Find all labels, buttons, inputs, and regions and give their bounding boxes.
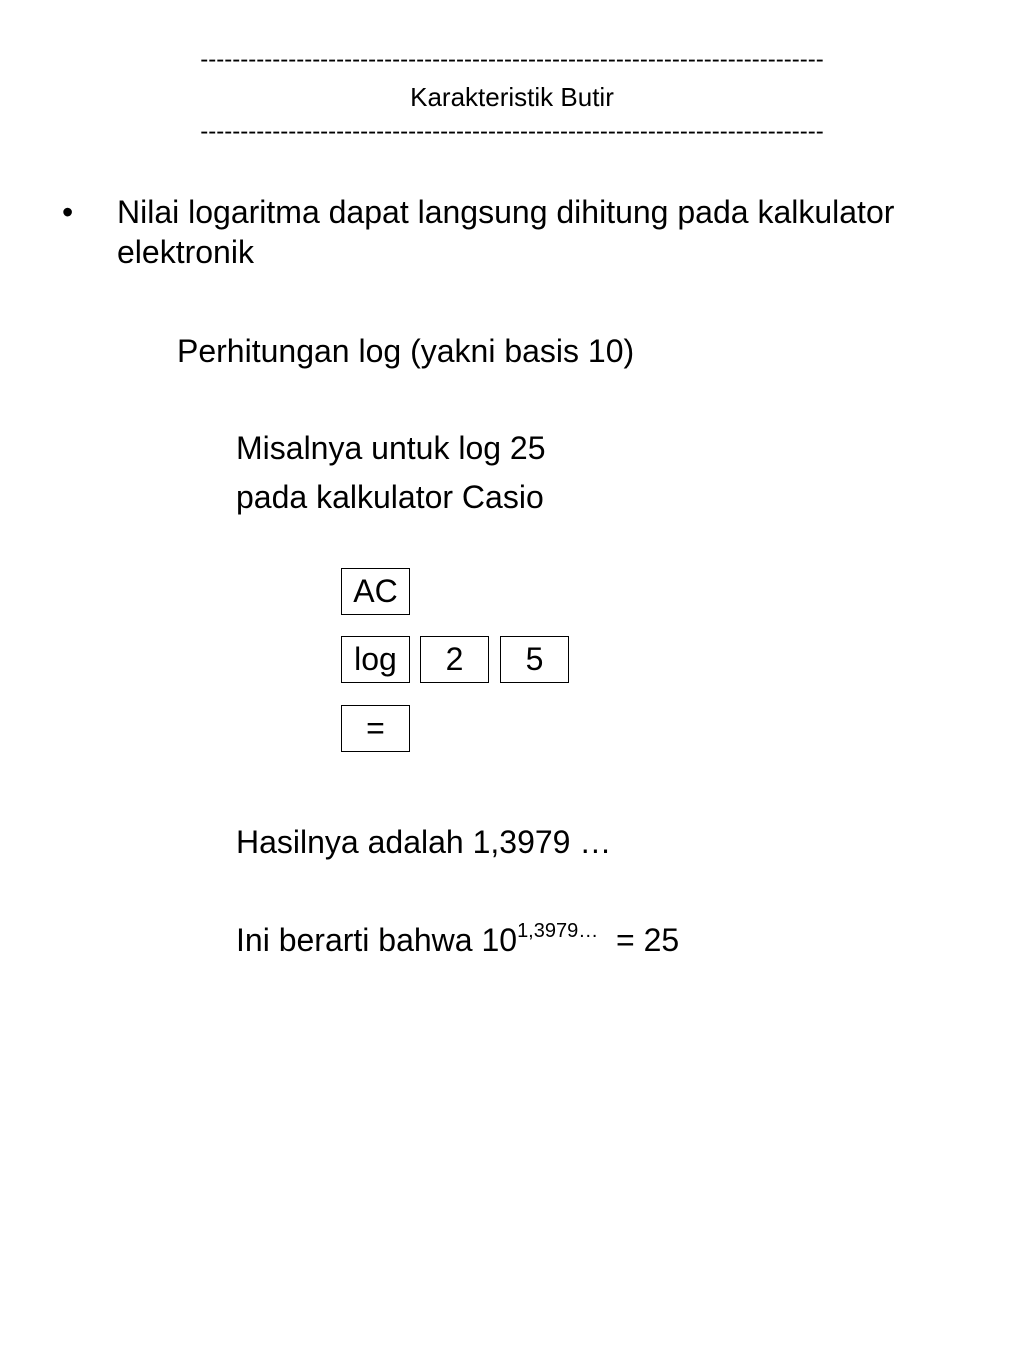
page-title: Karakteristik Butir	[410, 82, 614, 112]
header-top-divider: ------------------------------------------------------------------------------	[200, 46, 824, 73]
digit-5-key: 5	[500, 636, 569, 683]
bullet-text: Nilai logaritma dapat langsung dihitung pada kalkulator elektronik	[117, 194, 895, 270]
result-line: Hasilnya adalah 1,3979 …	[236, 824, 612, 860]
example-line: Misalnya untuk log 25	[236, 430, 546, 466]
meaning-line	[236, 920, 679, 965]
ac-key: AC	[341, 568, 410, 615]
meaning-exponent: 1,3979…	[517, 920, 599, 942]
digit-2-key: 2	[420, 636, 489, 683]
calculator-line: pada kalkulator Casio	[236, 479, 544, 515]
header-bottom-divider: ------------------------------------------------------------------------------	[200, 118, 824, 145]
bullet-symbol: •	[62, 194, 74, 230]
log-key: log	[341, 636, 410, 683]
meaning-prefix: Ini berarti bahwa 10	[236, 922, 518, 958]
calculation-heading: Perhitungan log (yakni basis 10)	[177, 333, 635, 369]
equals-key: =	[341, 705, 410, 752]
meaning-suffix: = 25	[598, 922, 680, 958]
